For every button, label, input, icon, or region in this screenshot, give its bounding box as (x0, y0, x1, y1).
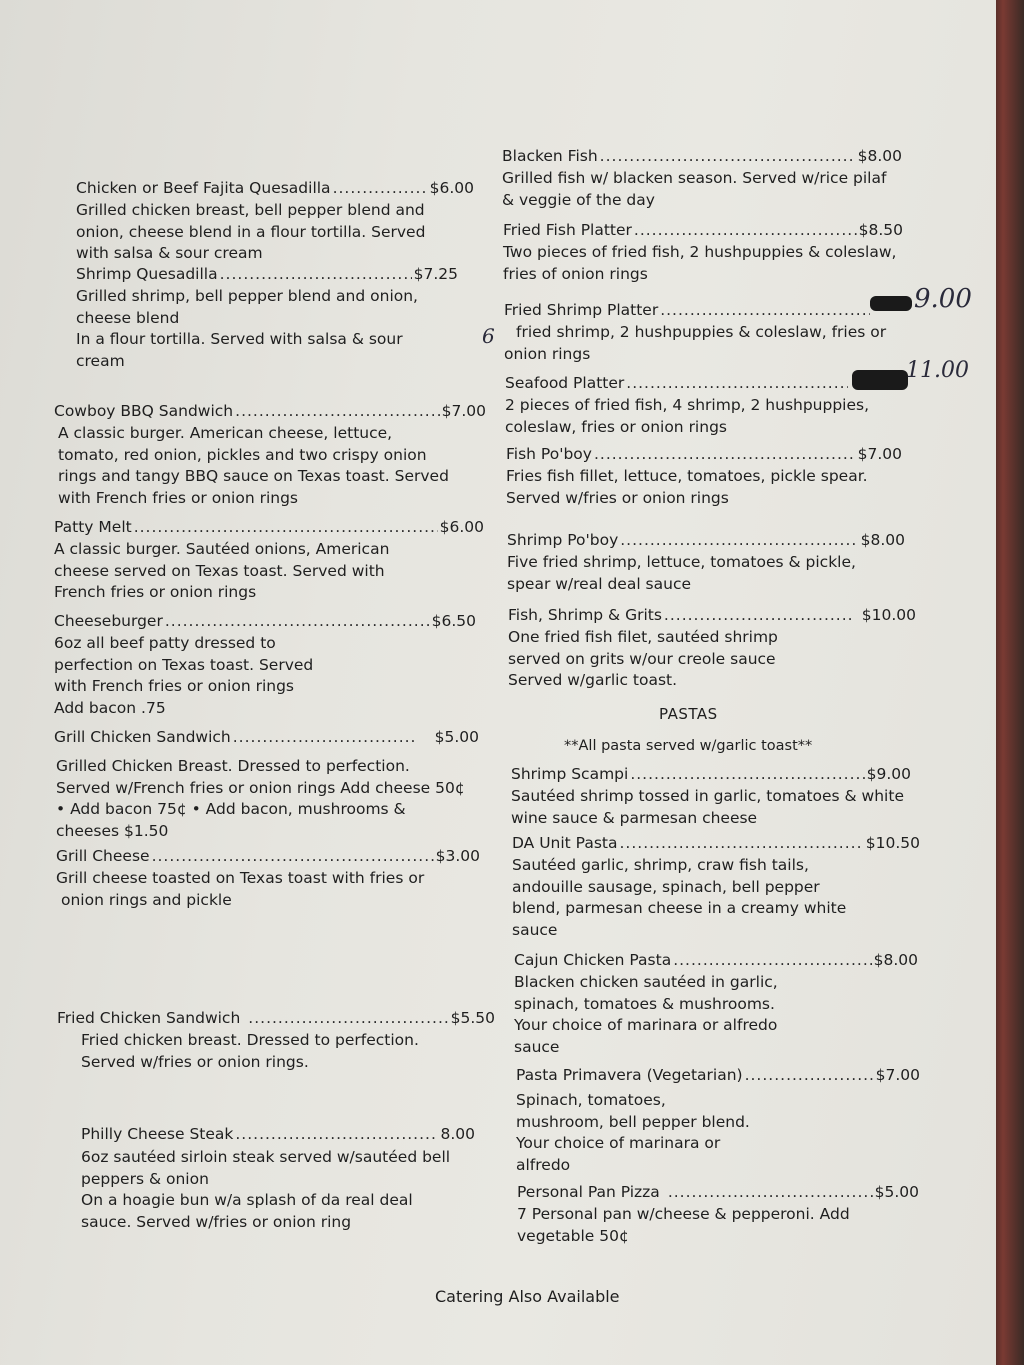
item-desc-line: wine sauce & parmesan cheese (511, 808, 758, 827)
menu-item (76, 178, 474, 265)
item-price: $7.00 (441, 402, 486, 420)
item-desc-line: with French fries or onion rings (54, 677, 294, 695)
item-name: Shrimp Quesadilla (76, 265, 218, 283)
item-price: $7.00 (857, 445, 902, 463)
item-desc-line: Two pieces of fried fish, 2 hushpuppies & coleslaw, (503, 243, 897, 261)
item-name: Fish, Shrimp & Grits (508, 606, 662, 624)
item-price: $10.00 (861, 606, 916, 624)
item-desc-line: coleslaw, fries or onion rings (505, 417, 727, 436)
item-desc-line: Grilled shrimp, bell pepper blend and onion, (76, 287, 418, 305)
item-desc-line: Served w/fries or onion rings (506, 488, 729, 507)
item-desc-line: Served w/fries or onion rings. (81, 1052, 309, 1071)
item-name: Blacken Fish (502, 147, 598, 165)
item-name: Fish Po'boy (506, 445, 592, 463)
item-name: Grill Chicken Sandwich (54, 728, 231, 746)
menu-item (514, 950, 918, 1058)
menu-item (504, 300, 887, 365)
item-desc-line: 2 pieces of fried fish, 4 shrimp, 2 hushpuppies, (505, 396, 870, 414)
item-desc-line: spinach, tomatoes & mushrooms. (514, 994, 775, 1013)
item-price: $5.50 (450, 1009, 495, 1027)
item-desc-line: 7 Personal pan w/cheese & pepperoni. Add (517, 1205, 850, 1223)
item-price: $7.00 (875, 1066, 920, 1084)
handwritten-count: 6 (482, 324, 495, 348)
item-name: Philly Cheese Steak (81, 1125, 234, 1143)
item-name: Pasta Primavera (Vegetarian) (516, 1066, 743, 1084)
item-price: $6.00 (429, 179, 474, 197)
item-desc-line: A classic burger. American cheese, lettuce, (58, 424, 393, 442)
item-desc-line: Served w/garlic toast. (508, 671, 678, 689)
item-desc-line: Five fried shrimp, lettuce, tomatoes & pickle, (507, 553, 856, 571)
item-price: 8.00 (440, 1125, 475, 1143)
item-desc-line: tomato, red onion, pickles and two crispy onion (58, 445, 427, 464)
menu-item (503, 220, 903, 285)
menu-item (57, 1008, 495, 1073)
item-desc-line: sauce (512, 920, 558, 939)
item-name: Cajun Chicken Pasta (514, 951, 672, 969)
item-desc-line: Served w/French fries or onion rings Add cheese 50¢ (56, 778, 465, 797)
menu-item (81, 1124, 475, 1233)
menu-item (511, 764, 911, 829)
pastas-heading: PASTAS (659, 705, 718, 723)
menu-item (508, 605, 916, 692)
item-name: Fried Fish Platter (503, 221, 632, 239)
pastas-note: **All pasta served w/garlic toast** (564, 738, 813, 754)
menu-item (505, 373, 870, 438)
item-price: $5.00 (434, 728, 479, 746)
item-price: $9.00 (866, 765, 911, 783)
item-desc-line: Grilled Chicken Breast. Dressed to perfection. (56, 757, 410, 775)
menu-item (54, 401, 486, 509)
handwritten-price: 11.00 (906, 358, 969, 383)
item-desc-line: peppers & onion (81, 1169, 209, 1188)
item-name: Personal Pan Pizza (517, 1183, 660, 1201)
item-desc-line: onion, cheese blend in a flour tortilla. Served (76, 222, 426, 241)
item-desc-line: 6oz all beef patty dressed to (54, 634, 276, 652)
item-name: Cowboy BBQ Sandwich (54, 402, 234, 420)
item-desc-line: blend, parmesan cheese in a creamy white (512, 899, 847, 917)
item-name: DA Unit Pasta (512, 834, 618, 852)
item-desc-line: Blacken chicken sautéed in garlic, (514, 973, 778, 991)
item-desc-line: Add bacon .75 (54, 698, 166, 717)
menu-item (507, 530, 905, 595)
item-name: Grill Cheese (56, 847, 150, 865)
item-desc-line: sauce. Served w/fries or onion ring (81, 1212, 352, 1231)
item-desc-line: 6oz sautéed sirloin steak served w/sautéed bell (81, 1148, 451, 1166)
item-desc-line: rings and tangy BBQ sauce on Texas toast. Served (58, 467, 449, 485)
item-desc-line: Sautéed shrimp tossed in garlic, tomatoes & white (511, 787, 904, 805)
item-name: Shrimp Scampi (511, 765, 629, 783)
menu-item (516, 1065, 920, 1176)
item-desc-line: fries of onion rings (503, 264, 648, 283)
item-desc-line: cheese served on Texas toast. Served with (54, 561, 385, 580)
item-name: Shrimp Po'boy (507, 531, 619, 549)
price-blot (852, 370, 908, 390)
menu-item (76, 264, 458, 372)
item-price: $8.50 (858, 221, 903, 239)
item-desc-line: alfredo (516, 1155, 571, 1174)
menu-item (54, 611, 476, 719)
item-price: $5.00 (874, 1183, 919, 1201)
item-desc-line: Your choice of marinara or (516, 1134, 721, 1152)
item-desc-line: Your choice of marinara or alfredo (514, 1016, 778, 1034)
binder-edge (996, 0, 1024, 1365)
item-price: $8.00 (857, 147, 902, 165)
menu-item (502, 146, 902, 211)
item-desc-line: Grilled chicken breast, bell pepper blend and (76, 201, 425, 219)
item-price: $10.50 (865, 834, 920, 852)
item-desc-line: Spinach, tomatoes, (516, 1091, 666, 1109)
item-desc-line: Fries fish fillet, lettuce, tomatoes, pickle spear. (506, 467, 868, 485)
item-desc-line: perfection on Texas toast. Served (54, 655, 314, 674)
item-price: $6.00 (439, 518, 484, 536)
item-price: $8.00 (873, 951, 918, 969)
item-name: Fried Chicken Sandwich (57, 1009, 241, 1027)
item-desc-line: Grilled fish w/ blacken season. Served w/rice pilaf (502, 169, 887, 187)
item-desc-line: spear w/real deal sauce (507, 574, 692, 593)
handwritten-price: 9.00 (914, 284, 972, 314)
item-desc-line: French fries or onion rings (54, 583, 257, 601)
item-desc-line: One fried fish filet, sautéed shrimp (508, 628, 778, 646)
item-desc-line: Fried chicken breast. Dressed to perfection. (81, 1031, 419, 1049)
item-desc-line: onion rings and pickle (61, 890, 232, 909)
menu-item (512, 833, 920, 941)
item-desc-line: A classic burger. Sautéed onions, American (54, 540, 390, 558)
item-desc-line: cream (76, 351, 125, 370)
menu-item (54, 517, 484, 604)
item-name: Patty Melt (54, 518, 132, 536)
item-desc-line: served on grits w/our creole sauce (508, 649, 776, 668)
item-desc-line: vegetable 50¢ (517, 1226, 629, 1245)
item-desc-line: cheese blend (76, 308, 180, 327)
item-name: Seafood Platter (505, 374, 625, 392)
item-price: $8.00 (860, 531, 905, 549)
menu-item (506, 444, 902, 509)
item-desc-line: Grill cheese toasted on Texas toast with fries or (56, 869, 425, 887)
item-price: $7.25 (413, 265, 458, 283)
item-name: Chicken or Beef Fajita Quesadilla (76, 179, 331, 197)
item-desc-line: In a flour tortilla. Served with salsa & sour (76, 330, 403, 348)
item-desc-line: with salsa & sour cream (76, 244, 263, 262)
item-desc-line: andouille sausage, spinach, bell pepper (512, 877, 820, 896)
item-desc-line: fried shrimp, 2 hushpuppies & coleslaw, fries or (516, 323, 887, 341)
item-desc-line: • Add bacon 75¢ • Add bacon, mushrooms & (56, 800, 406, 818)
item-desc-line: & veggie of the day (502, 190, 655, 209)
menu-item (517, 1182, 919, 1247)
item-desc-line: cheeses $1.50 (56, 821, 169, 840)
item-name: Cheeseburger (54, 612, 163, 630)
item-price: $6.50 (431, 612, 476, 630)
item-name: Fried Shrimp Platter (504, 301, 659, 319)
price-blot (870, 296, 912, 311)
menu-item (56, 846, 480, 911)
item-desc-line: mushroom, bell pepper blend. (516, 1112, 750, 1131)
menu-item (54, 727, 479, 842)
item-desc-line: with French fries or onion rings (58, 488, 298, 507)
item-desc-line: onion rings (504, 344, 591, 363)
item-price: $3.00 (435, 847, 480, 865)
catering-footer: Catering Also Available (435, 1287, 620, 1306)
item-desc-line: On a hoagie bun w/a splash of da real deal (81, 1191, 413, 1209)
item-desc-line: sauce (514, 1037, 560, 1056)
item-desc-line: Sautéed garlic, shrimp, craw fish tails, (512, 856, 809, 874)
